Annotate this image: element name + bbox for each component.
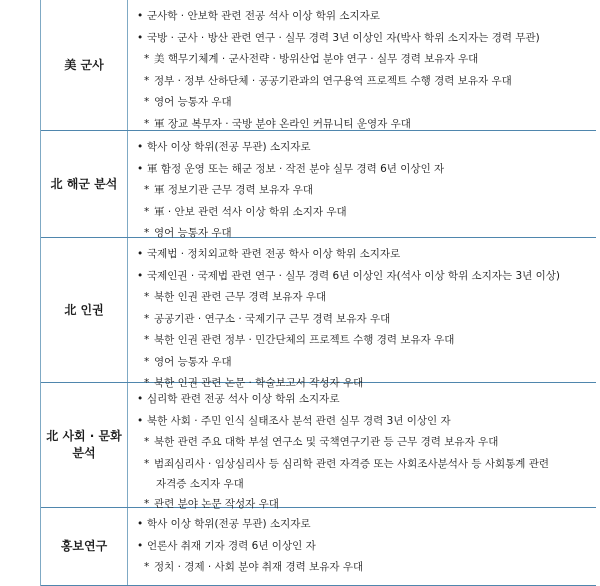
table-row bbox=[41, 0, 596, 131]
preference-item bbox=[128, 287, 596, 309]
asterisk-icon: * bbox=[144, 117, 150, 130]
bullet-icon: • bbox=[137, 270, 144, 282]
item-text: 범죄심리사 · 임상심리사 등 심리학 관련 자격증 또는 사회조사분석사 등 사회통계 관련 bbox=[154, 457, 550, 470]
item-text: 자격증 소지자 우대 bbox=[156, 478, 244, 490]
bullet-icon: • bbox=[137, 415, 144, 427]
asterisk-icon: * bbox=[144, 96, 150, 108]
row-category: 北 사회 · 문화 분석 bbox=[41, 383, 128, 507]
asterisk-icon: * bbox=[144, 457, 150, 470]
asterisk-icon: * bbox=[144, 74, 150, 87]
item-text: 관련 분야 논문 작성자 우대 bbox=[154, 498, 279, 510]
item-text: 軍 · 안보 관련 석사 이상 학위 소지자 우대 bbox=[154, 205, 347, 218]
asterisk-icon: * bbox=[144, 227, 150, 239]
requirement-item bbox=[128, 5, 596, 27]
preference-item bbox=[128, 557, 596, 579]
item-text: 학사 이상 학위(전공 무관) 소지자로 bbox=[147, 518, 311, 530]
preference-item bbox=[128, 49, 596, 71]
row-details bbox=[128, 383, 596, 510]
row-category: 北 인권 bbox=[41, 238, 128, 382]
preference-item bbox=[128, 352, 596, 374]
preference-item-continued bbox=[128, 475, 596, 494]
item-text: 軍 함정 운영 또는 해군 정보 · 작전 분야 실무 경력 6년 이상인 자 bbox=[147, 163, 445, 175]
item-text: 美 핵무기체계 · 군사전략 · 방위산업 분야 연구 · 실무 경력 보유자 우대 bbox=[154, 53, 479, 65]
requirement-item bbox=[128, 535, 596, 557]
bullet-icon: • bbox=[137, 32, 144, 44]
item-text: 영어 능통자 우대 bbox=[154, 227, 232, 239]
row-category: 홍보연구 bbox=[41, 508, 128, 585]
requirement-item bbox=[128, 136, 596, 158]
preference-item bbox=[128, 180, 596, 202]
preference-item bbox=[128, 309, 596, 331]
bullet-icon: • bbox=[137, 248, 144, 260]
table-row bbox=[41, 508, 596, 586]
item-text: 국제인권 · 국제법 관련 연구 · 실무 경력 6년 이상인 자(석사 이상 학위 소지자는 3년 이상) bbox=[147, 270, 561, 282]
row-details bbox=[128, 131, 596, 237]
preference-item bbox=[128, 92, 596, 114]
table-row bbox=[41, 383, 596, 508]
item-text: 영어 능통자 우대 bbox=[154, 355, 232, 368]
item-text: 국방 · 군사 · 방산 관련 연구 · 실무 경력 3년 이상인 자(박사 학위 소지자는 경력 무관) bbox=[147, 32, 540, 44]
requirement-item bbox=[128, 410, 596, 432]
requirement-item bbox=[128, 158, 596, 180]
requirement-item bbox=[128, 27, 596, 49]
bullet-icon: • bbox=[137, 393, 144, 405]
item-text: 언론사 취재 기자 경력 6년 이상인 자 bbox=[147, 540, 316, 552]
item-text: 영어 능통자 우대 bbox=[154, 96, 232, 108]
asterisk-icon: * bbox=[144, 498, 150, 510]
asterisk-icon: * bbox=[144, 184, 150, 196]
preference-item bbox=[128, 454, 596, 476]
preference-item bbox=[128, 432, 596, 454]
asterisk-icon: * bbox=[144, 291, 150, 303]
item-text: 학사 이상 학위(전공 무관) 소지자로 bbox=[147, 141, 311, 153]
item-text: 軍 장교 복무자 · 국방 분야 온라인 커뮤니티 운영자 우대 bbox=[154, 117, 411, 130]
row-category: 美 군사 bbox=[41, 0, 128, 130]
asterisk-icon: * bbox=[144, 436, 150, 448]
requirements-table bbox=[40, 0, 596, 586]
asterisk-icon: * bbox=[144, 561, 150, 573]
item-text: 軍 정보기관 근무 경력 보유자 우대 bbox=[154, 184, 314, 196]
item-text: 북한 인권 관련 정부 · 민간단체의 프로젝트 수행 경력 보유자 우대 bbox=[154, 334, 455, 346]
asterisk-icon: * bbox=[144, 355, 150, 368]
asterisk-icon: * bbox=[144, 205, 150, 218]
asterisk-icon: * bbox=[144, 53, 150, 65]
bullet-icon: • bbox=[137, 10, 144, 22]
asterisk-icon: * bbox=[144, 334, 150, 346]
requirement-item bbox=[128, 243, 596, 265]
item-text: 북한 인권 관련 논문 · 학술보고서 작성자 우대 bbox=[154, 377, 364, 389]
requirement-item bbox=[128, 388, 596, 410]
row-category: 北 해군 분석 bbox=[41, 131, 128, 237]
preference-item bbox=[128, 330, 596, 352]
requirement-item bbox=[128, 265, 596, 287]
row-details bbox=[128, 238, 596, 389]
preference-item bbox=[128, 71, 596, 93]
item-text: 북한 사회 · 주민 인식 실태조사 분석 관련 실무 경력 3년 이상인 자 bbox=[147, 415, 451, 427]
row-details bbox=[128, 508, 596, 585]
asterisk-icon: * bbox=[144, 312, 150, 325]
item-text: 북한 관련 주요 대학 부설 연구소 및 국책연구기관 등 근무 경력 보유자 우대 bbox=[154, 436, 499, 448]
preference-item bbox=[128, 202, 596, 224]
bullet-icon: • bbox=[137, 163, 144, 175]
bullet-icon: • bbox=[137, 141, 144, 153]
item-text: 국제법 · 정치외교학 관련 전공 학사 이상 학위 소지자로 bbox=[147, 248, 401, 260]
requirement-item bbox=[128, 513, 596, 535]
item-text: 정부 · 정부 산하단체 · 공공기관과의 연구용역 프로젝트 수행 경력 보유자 우대 bbox=[154, 74, 512, 87]
asterisk-icon: * bbox=[144, 377, 150, 389]
item-text: 심리학 관련 전공 석사 이상 학위 소지자로 bbox=[147, 393, 340, 405]
bullet-icon: • bbox=[137, 518, 144, 530]
item-text: 북한 인권 관련 근무 경력 보유자 우대 bbox=[154, 291, 327, 303]
row-details bbox=[128, 0, 596, 130]
table-row bbox=[41, 131, 596, 238]
item-text: 공공기관 · 연구소 · 국제기구 근무 경력 보유자 우대 bbox=[154, 312, 391, 325]
item-text: 군사학 · 안보학 관련 전공 석사 이상 학위 소지자로 bbox=[147, 10, 380, 22]
table-row bbox=[41, 238, 596, 389]
bullet-icon: • bbox=[137, 540, 144, 552]
item-text: 정치 · 경제 · 사회 분야 취재 경력 보유자 우대 bbox=[154, 561, 364, 573]
